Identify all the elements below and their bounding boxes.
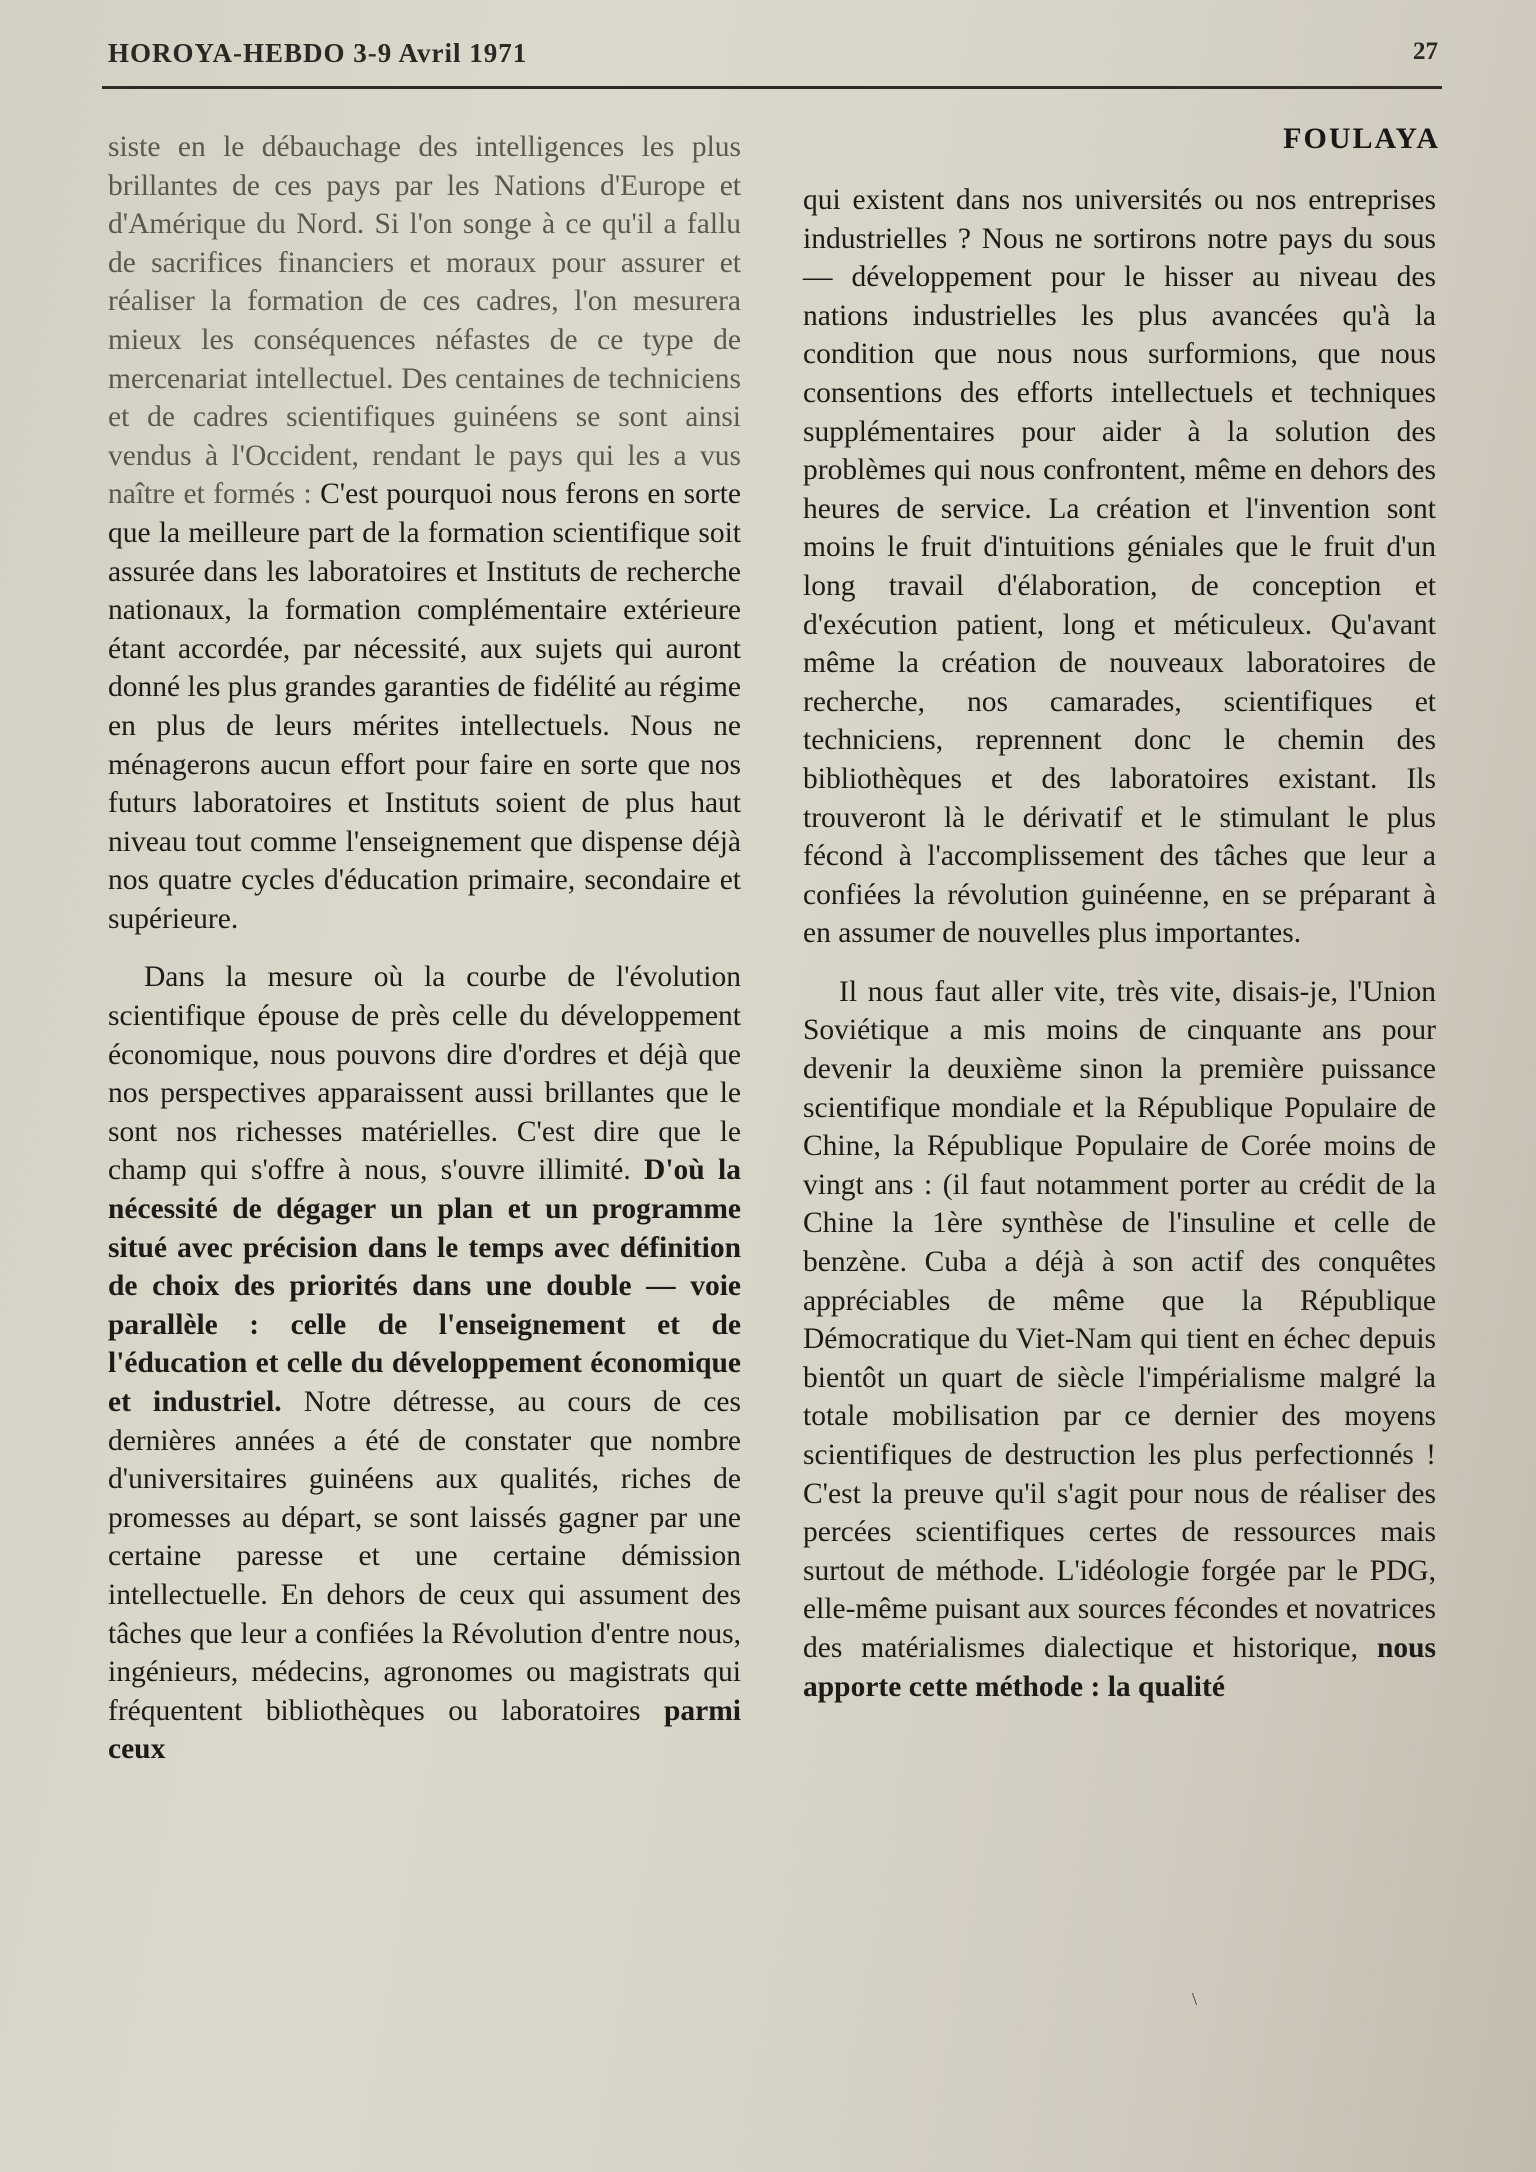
- left-paragraph-2: [108, 958, 741, 1768]
- right-column: [803, 181, 1436, 1706]
- page-header: [108, 38, 1438, 82]
- faded-text: siste en le débauchage des intelligences les plus brillantes de ces pays par les Nations d'Europe et d'Amérique du Nord. Si l'on songe à ce qu'il a fallu de sacrifices financiers et moraux pour assurer et réaliser la formation de ces cadres, l'on mesurera mieux les conséquences néfastes de ce type de mercenariat intellectuel. Des centaines de techniciens et de cadres scientifiques guinéens se sont ainsi vendus à l'Occident, rendant le pays qui les a vus naître et formés :: [108, 131, 741, 511]
- publication-title: HOROYA-HEBDO 3-9 Avril 1971: [108, 38, 528, 68]
- emphasis-text: D'où la nécessité de dégager un plan et un programme situé avec précision dans le temps avec définition de choix des priorités dans une double — voie parallèle : celle de l'enseignement et de l'éducation et celle du développement économique et industriel.: [108, 1154, 741, 1418]
- page-number: 27: [1413, 38, 1438, 65]
- right-paragraph-1: qui existent dans nos universités ou nos entreprises industrielles ? Nous ne sortirons notre pays du sous — développement pour le hisser au niveau des nations industrielles les plus avancées qu'à la condition que nous nous surformions, que nous consentions des efforts intellectuels et techniques supplémentaires pour aider à la solution des problèmes qui nous confrontent, même en dehors des heures de service. La création et l'invention sont moins le fruit d'intuitions géniales que le fruit d'un long travail d'élaboration, de conception et d'exécution patient, long et méticuleux. Qu'avant même la création de nouveaux laboratoires de recherche, nos camarades, scientifiques et techniciens, reprennent donc le chemin des bibliothèques et des laboratoires existant. Ils trouveront là le dérivatif et le stimulant le plus fécond à l'accomplissement des tâches que leur a confiées la révolution guinéenne, en se préparant à en assumer de nouvelles plus importantes.: [803, 184, 1436, 950]
- body-text: C'est pourquoi nous ferons en sorte que la meilleure part de la formation scientifique soit assurée dans les laboratoires et Instituts de recherche nationaux, la formation complémentaire extérieure étant accordée, par nécessité, aux sujets qui auront donné les plus grandes garanties de fidélité au régime en plus de leurs mérites intellectuels. Nous ne ménagerons aucun effort pour faire en sorte que nos futurs laboratoires et Instituts soient de plus haut niveau tout comme l'enseignement que dispense déjà nos quatre cycles d'éducation primaire, secondaire et supérieure.: [108, 478, 741, 935]
- emphasis-text: parmi ceux: [108, 1694, 741, 1766]
- body-text: Il nous faut aller vite, très vite, disais-je, l'Union Soviétique a mis moins de cinquante ans pour devenir la deuxième sinon la première puissance scientifique mondiale et la République Populaire de Chine, la République Populaire de Corée moins de vingt ans : (il faut notamment porter au crédit de la Chine la 1ère synthèse de l'insuline et celle de benzène. Cuba a déjà à son actif des conquêtes appréciables de même que la République Démocratique du Viet-Nam qui tient en échec depuis bientôt un quart de siècle l'impérialisme malgré la totale mobilisation par ce dernier des moyens scientifiques de destruction les plus perfectionnés ! C'est la preuve qu'il s'agit pour nous de réaliser des percées scientifiques certes de ressources mais surtout de méthode. L'idéologie forgée par le PDG, elle-même puisant aux sources fécondes et novatrices des matérialismes dialectique et historique,: [803, 975, 1436, 1664]
- print-mark: \: [1192, 1989, 1198, 2009]
- body-text: Notre détresse, au cours de ces dernières années a été de constater que nombre d'universitaires guinéens aux qualités, riches de promesses au départ, se sont laissés gagner par une certaine paresse et une certaine démission intellectuelle. En dehors de ceux qui assument des tâches que leur a confiées la Révolution d'entre nous, ingénieurs, médecins, agronomes ou magistrats qui fréquentent bibliothèques ou laboratoires: [108, 1386, 742, 1727]
- left-column: [108, 128, 741, 1769]
- header-rule: [102, 86, 1442, 89]
- section-title: FOULAYA: [1283, 122, 1440, 155]
- body-text: Dans la mesure où la courbe de l'évolution scientifique épouse de près celle du développement économique, nous pouvons dire d'ordres et déjà que nos perspectives apparaissent aussi brillantes que le sont nos richesses matérielles. C'est dire que le champ qui s'offre à nous, s'ouvre illimité.: [108, 961, 741, 1187]
- right-paragraph-2: [803, 973, 1436, 1706]
- left-paragraph-1: [108, 128, 741, 938]
- emphasis-text: nous apporte cette méthode : la qualité: [803, 1631, 1436, 1703]
